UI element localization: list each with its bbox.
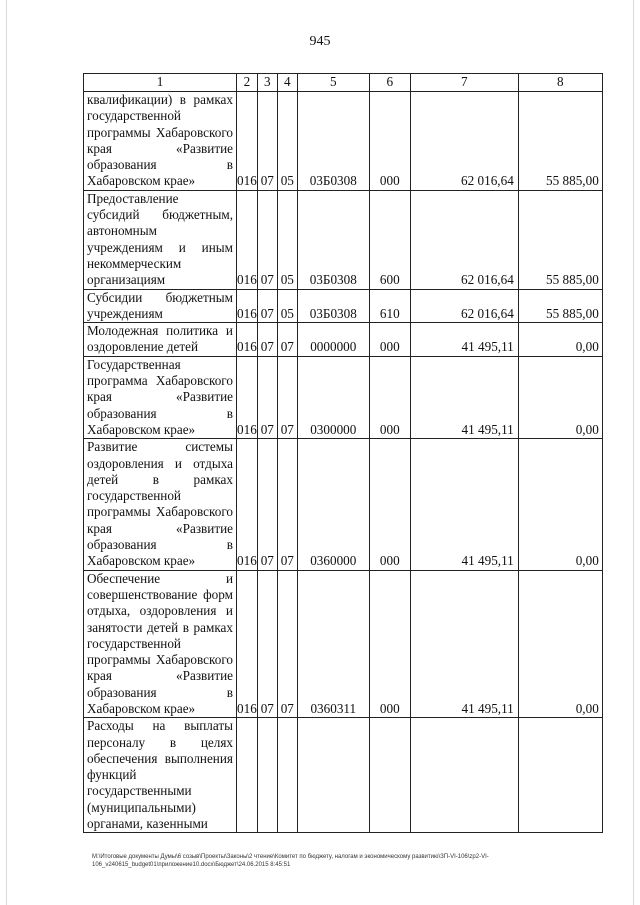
row-name-cell: Расходы на выплаты персоналу в целях обеспечения выполнения функций государственными (муниципальными) органами, казенными — [84, 718, 237, 833]
table-row — [84, 356, 603, 438]
expense-type-cell: 000 — [369, 570, 410, 718]
amount-cell: 41 495,11 — [410, 439, 518, 570]
column-header: 6 — [369, 74, 410, 92]
row-name-cell: квалификации) в рамках государственной программы Хабаровского края «Развитие образования в Хабаровском крае» — [84, 92, 237, 191]
target-article-cell: 03Б0308 — [297, 92, 369, 191]
column-header: 1 — [84, 74, 237, 92]
amount-cell: 62 016,64 — [410, 289, 518, 323]
amount-cell: 55 885,00 — [518, 92, 602, 191]
amount-cell: 0,00 — [518, 356, 602, 438]
section-code-cell: 07 — [257, 92, 277, 191]
budget-table — [83, 73, 603, 833]
section-code-cell: 07 — [257, 190, 277, 289]
expense-type-cell: 000 — [369, 439, 410, 570]
table-row — [84, 190, 603, 289]
section-code-cell: 07 — [257, 323, 277, 357]
section-code-cell — [257, 718, 277, 833]
right-scan-edge — [633, 0, 634, 905]
column-header: 7 — [410, 74, 518, 92]
ministry-code-cell: 016 — [237, 570, 258, 718]
target-article-cell: 03Б0308 — [297, 289, 369, 323]
amount-cell: 0,00 — [518, 570, 602, 718]
row-name-cell: Обеспечение и совершенствование форм отдыха, оздоровления и занятости детей в рамках государственной программы Хабаровского края «Развитие образования в Хабаровском крае» — [84, 570, 237, 718]
section-code-cell: 07 — [257, 570, 277, 718]
row-name-cell: Государственная программа Хабаровского края «Развитие образования в Хабаровском крае» — [84, 356, 237, 438]
row-name-cell: Субсидии бюджетным учреждениям — [84, 289, 237, 323]
amount-cell: 41 495,11 — [410, 570, 518, 718]
table-body — [84, 92, 603, 833]
column-header: 8 — [518, 74, 602, 92]
subsection-code-cell: 05 — [277, 289, 297, 323]
expense-type-cell: 600 — [369, 190, 410, 289]
footer-file-path: M:\Итоговые документы Думы\6 созыв\Проекты\Законы\2 чтение\Комитет по бюджету, налогам и экономическому развитию\ЗП-VI-106\zp2-VI-106_v240615_budget01\приложение10.docx\Бюджет\24.06.2015 8:45:51 — [92, 854, 489, 868]
ministry-code-cell: 016 — [237, 356, 258, 438]
table-row — [84, 439, 603, 570]
ministry-code-cell: 016 — [237, 190, 258, 289]
ministry-code-cell: 016 — [237, 439, 258, 570]
expense-type-cell: 610 — [369, 289, 410, 323]
amount-cell: 0,00 — [518, 323, 602, 357]
section-code-cell: 07 — [257, 439, 277, 570]
page-number: 945 — [309, 34, 331, 49]
target-article-cell: 0300000 — [297, 356, 369, 438]
ministry-code-cell: 016 — [237, 289, 258, 323]
subsection-code-cell: 07 — [277, 356, 297, 438]
amount-cell: 55 885,00 — [518, 190, 602, 289]
subsection-code-cell: 07 — [277, 323, 297, 357]
target-article-cell: 03Б0308 — [297, 190, 369, 289]
target-article-cell — [297, 718, 369, 833]
section-code-cell: 07 — [257, 356, 277, 438]
column-header: 4 — [277, 74, 297, 92]
table-row — [84, 718, 603, 833]
column-header: 5 — [297, 74, 369, 92]
table-row — [84, 570, 603, 718]
table-row — [84, 92, 603, 191]
expense-type-cell: 000 — [369, 356, 410, 438]
target-article-cell: 0000000 — [297, 323, 369, 357]
amount-cell: 55 885,00 — [518, 289, 602, 323]
ministry-code-cell: 016 — [237, 323, 258, 357]
subsection-code-cell: 05 — [277, 92, 297, 191]
target-article-cell: 0360000 — [297, 439, 369, 570]
row-name-cell: Молодежная политика и оздоровление детей — [84, 323, 237, 357]
subsection-code-cell: 07 — [277, 570, 297, 718]
row-name-cell: Предоставление субсидий бюджетным, автономным учреждениям и иным некоммерческим организациям — [84, 190, 237, 289]
subsection-code-cell: 07 — [277, 439, 297, 570]
expense-type-cell — [369, 718, 410, 833]
row-name-cell: Развитие системы оздоровления и отдыха детей в рамках государственной программы Хабаровского края «Развитие образования в Хабаровском крае» — [84, 439, 237, 570]
ministry-code-cell — [237, 718, 258, 833]
subsection-code-cell: 05 — [277, 190, 297, 289]
amount-cell: 41 495,11 — [410, 356, 518, 438]
subsection-code-cell — [277, 718, 297, 833]
table-row — [84, 289, 603, 323]
table-header-row — [84, 74, 603, 92]
expense-type-cell: 000 — [369, 323, 410, 357]
amount-cell: 0,00 — [518, 439, 602, 570]
column-header: 2 — [237, 74, 258, 92]
amount-cell — [518, 718, 602, 833]
left-scan-edge — [6, 0, 7, 905]
column-header: 3 — [257, 74, 277, 92]
amount-cell: 62 016,64 — [410, 92, 518, 191]
table-row — [84, 323, 603, 357]
section-code-cell: 07 — [257, 289, 277, 323]
amount-cell: 41 495,11 — [410, 323, 518, 357]
expense-type-cell: 000 — [369, 92, 410, 191]
ministry-code-cell: 016 — [237, 92, 258, 191]
target-article-cell: 0360311 — [297, 570, 369, 718]
amount-cell: 62 016,64 — [410, 190, 518, 289]
amount-cell — [410, 718, 518, 833]
